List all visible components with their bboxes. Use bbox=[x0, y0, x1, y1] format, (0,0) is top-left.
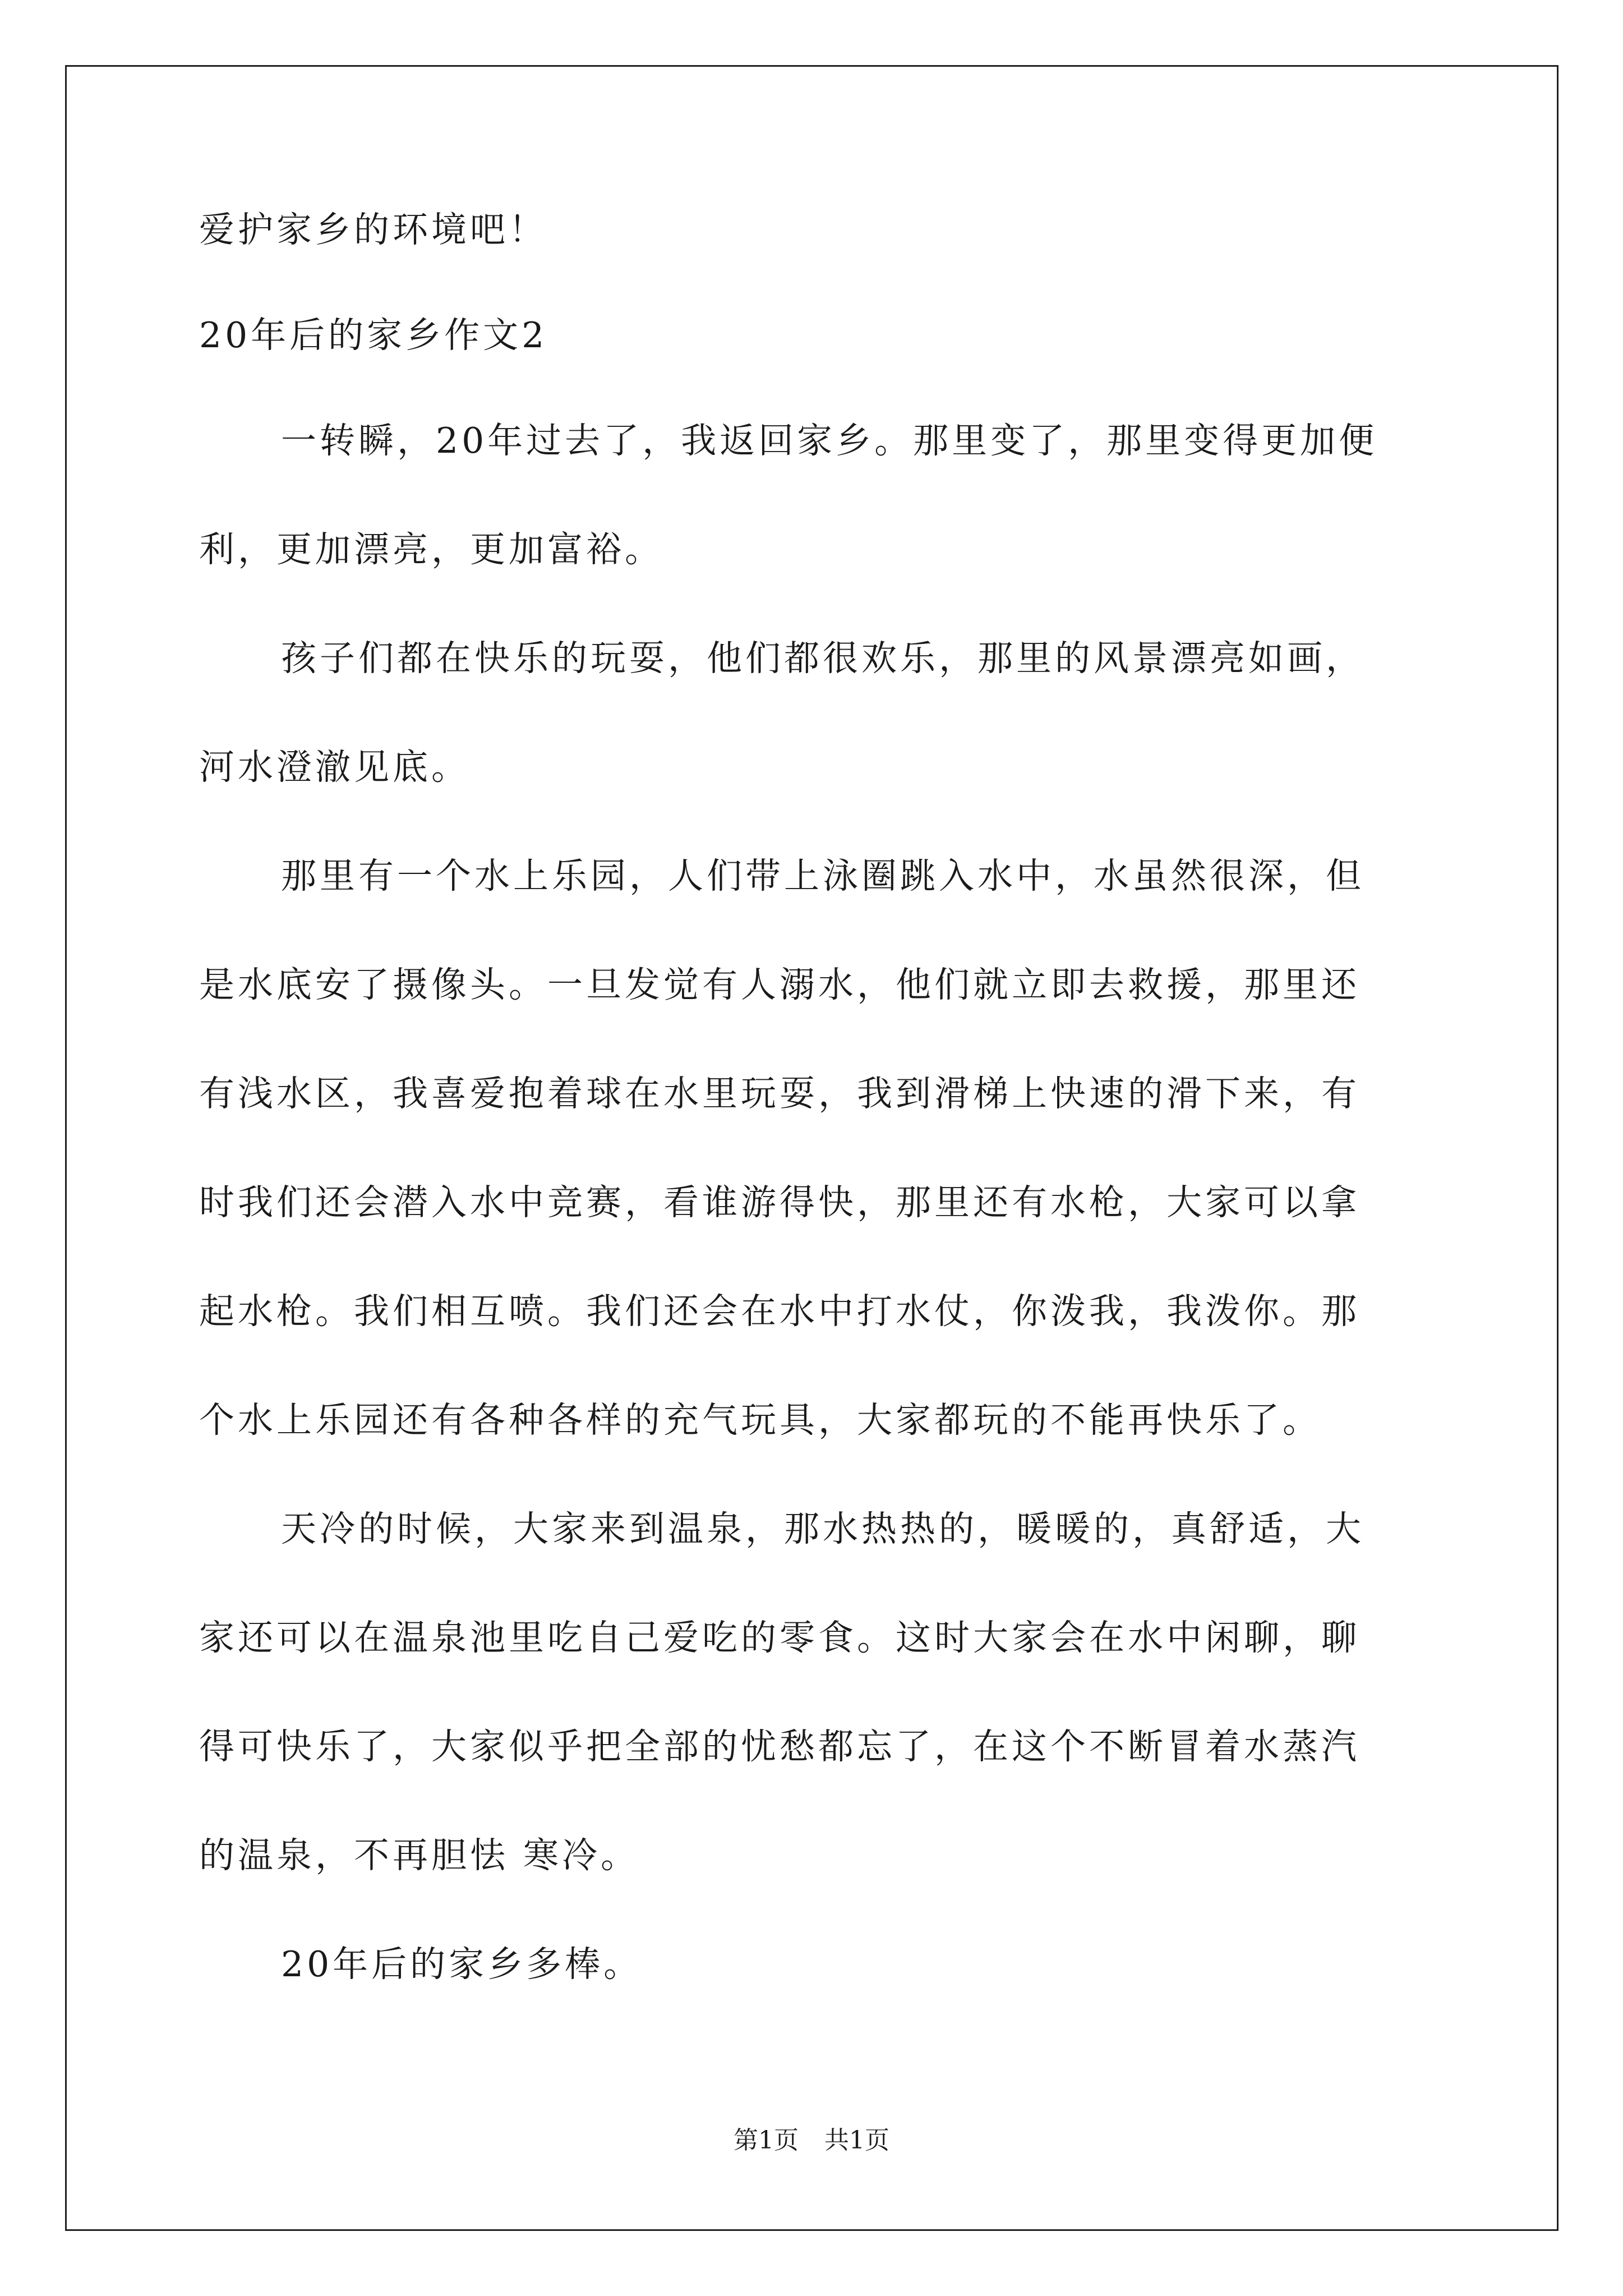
paragraph-line: 天冷的时候，大家来到温泉，那水热热的，暖暖的，真舒适，大 bbox=[281, 1508, 1364, 1549]
paragraph-line: 的温泉，不再胆怯 寒冷。 bbox=[199, 1835, 640, 1876]
paragraph-line: 一转瞬，20年过去了，我返回家乡。那里变了，那里变得更加便 bbox=[281, 420, 1378, 461]
paragraph-line: 是水底安了摄像头。一旦发觉有人溺水，他们就立即去救援，那里还 bbox=[199, 964, 1360, 1005]
page-number-current: 第1页 bbox=[734, 2126, 799, 2155]
paragraph-line: 利，更加漂亮，更加富裕。 bbox=[199, 529, 663, 570]
text-line: 爱护家乡的环境吧！ bbox=[199, 209, 547, 250]
paragraph-line: 那里有一个水上乐园，人们带上泳圈跳入水中，水虽然很深，但 bbox=[281, 855, 1364, 896]
paragraph-line: 家还可以在温泉池里吃自己爱吃的零食。这时大家会在水中闲聊，聊 bbox=[199, 1617, 1360, 1658]
paragraph-line: 个水上乐园还有各种各样的充气玩具，大家都玩的不能再快乐了。 bbox=[199, 1400, 1321, 1441]
paragraph-line: 起水枪。我们相互喷。我们还会在水中打水仗，你泼我，我泼你。那 bbox=[199, 1291, 1360, 1332]
section-heading: 20年后的家乡作文2 bbox=[199, 315, 548, 356]
paragraph-line: 20年后的家乡多棒。 bbox=[281, 1944, 643, 1985]
paragraph-line: 得可快乐了，大家似乎把全部的忧愁都忘了，在这个不断冒着水蒸汽 bbox=[199, 1726, 1360, 1767]
page-number-total: 共1页 bbox=[824, 2126, 889, 2155]
paragraph-line: 河水澄澈见底。 bbox=[199, 747, 470, 788]
paragraph-line: 时我们还会潜入水中竞赛，看谁游得快，那里还有水枪，大家可以拿 bbox=[199, 1182, 1360, 1223]
document-body bbox=[199, 208, 1433, 1987]
paragraph-line: 孩子们都在快乐的玩耍，他们都很欢乐，那里的风景漂亮如画， bbox=[281, 638, 1364, 679]
paragraph-line: 有浅水区，我喜爱抱着球在水里玩耍，我到滑梯上快速的滑下来，有 bbox=[199, 1073, 1360, 1114]
page-footer bbox=[0, 2125, 1623, 2156]
